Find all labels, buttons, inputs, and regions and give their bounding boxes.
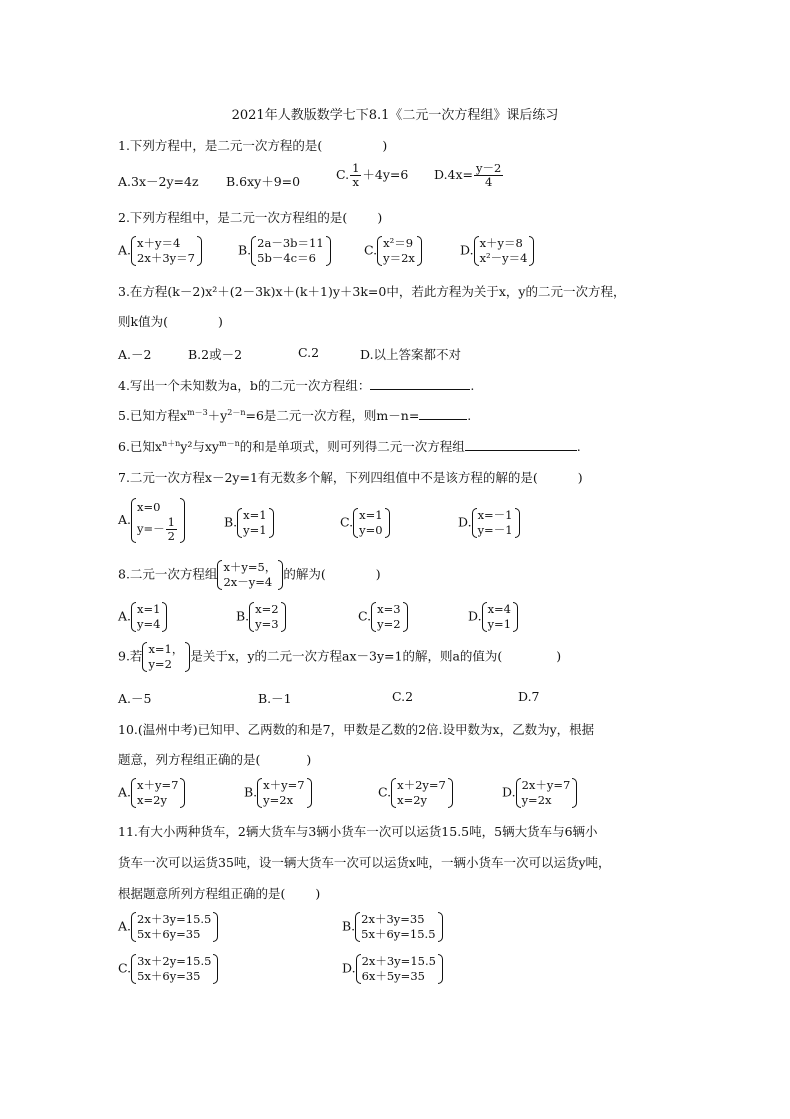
q3-option-a: A.－2 (118, 347, 152, 362)
right-brace (385, 508, 390, 538)
q9-stem-text: 是关于x，y的二元一次方程ax－3y=1的解，则a的值为( (190, 648, 503, 664)
option-label: B. (342, 918, 356, 934)
equation-system (131, 236, 202, 266)
q7-option-b (224, 508, 274, 538)
q8-option-a (118, 602, 167, 632)
option-label: C. (364, 242, 378, 258)
q1-option-c (336, 162, 408, 189)
equation: x＋y＝8 (479, 236, 523, 250)
option-label: D. (458, 514, 472, 530)
q9-option-b: B.－1 (258, 691, 292, 706)
q7-option-c (340, 508, 390, 538)
right-brace (438, 954, 443, 984)
equation: y=－1 (477, 523, 513, 537)
option-label: A. (118, 512, 132, 527)
q1-option-b: B.6xy＋9=0 (226, 174, 301, 189)
equation: y＝2x (383, 251, 415, 265)
right-brace (403, 602, 408, 632)
equation-system (377, 236, 422, 266)
left-brace (355, 912, 360, 942)
q9-option-a: A.－5 (118, 691, 152, 706)
q10-line-1: 10.(温州中考)已知甲、乙两数的和是7，甲数是乙数的2倍.设甲数为x，乙数为y，根据 (118, 722, 595, 737)
equation: x＋2y=7 (397, 778, 446, 792)
q8-stem-text: 8.二元一次方程组 (118, 566, 218, 582)
q1-stem (118, 136, 387, 154)
q3-line-2-text: 则k值为( (118, 314, 168, 329)
equation: x=2y (397, 793, 428, 807)
option-label: B. (224, 514, 238, 530)
fill-blank[interactable] (419, 407, 467, 420)
right-brace (572, 778, 577, 808)
equation-system (516, 778, 578, 808)
q4-stem (118, 376, 474, 394)
equation: x=1 (137, 602, 161, 616)
worksheet-title: 2021年人教版数学七下8.1《二元一次方程组》课后练习 (231, 108, 559, 123)
q1-option-c-rest: ＋4y=6 (362, 167, 409, 182)
equation: 5x＋6y=35 (137, 927, 201, 941)
equation-system (131, 954, 218, 984)
equation-system (251, 236, 330, 266)
option-label: D. (468, 608, 482, 624)
right-brace (269, 508, 274, 538)
left-brace (516, 778, 521, 808)
option-label: C. (118, 960, 132, 976)
equation: y=2x (521, 793, 552, 807)
option-label: C. (358, 608, 372, 624)
q3-option-b: B.2或－2 (188, 347, 243, 362)
paren-close: ) (315, 886, 321, 901)
q1-option-d (434, 162, 504, 189)
left-brace (217, 560, 222, 590)
q6-text: 6.已知x (118, 439, 162, 454)
equation: 5x＋6y=15.5 (361, 927, 436, 941)
q3-option-c: C.2 (298, 345, 320, 360)
equation: 2a－3b＝11 (257, 236, 324, 250)
q3-option-d: D.以上答案都不对 (360, 347, 462, 362)
equation: 2x－y=4 (223, 575, 273, 589)
equation: 5b－4c＝6 (257, 251, 316, 265)
q2-option-d (460, 236, 534, 266)
fraction (166, 516, 177, 543)
q8-stem-text: 的解为( (283, 566, 326, 582)
right-brace (213, 954, 218, 984)
q5-stem (118, 406, 471, 424)
q1-stem-text: 1.下列方程中，是二元一次方程的是( (118, 138, 323, 153)
left-brace (251, 236, 256, 266)
period: . (576, 439, 581, 454)
q3-line-1: 3.在方程(k－2)x²＋(2－3k)x＋(k＋1)y＋3k=0中，若此方程为关于x，y的二元一次方程， (118, 284, 626, 299)
equation: x＋y=7 (137, 778, 179, 792)
option-label: B. (244, 784, 258, 800)
right-brace (180, 498, 185, 543)
equation-system (142, 642, 190, 672)
option-label: D. (460, 242, 474, 258)
left-brace (237, 508, 242, 538)
option-label: C. (378, 784, 392, 800)
right-brace (213, 912, 218, 942)
equation: x=4 (487, 602, 512, 616)
q9-stem-text: 9.若 (118, 648, 143, 664)
right-brace (281, 602, 286, 632)
fraction-numerator: 1 (167, 515, 175, 529)
left-brace (131, 778, 136, 808)
equation: x²－y＝4 (479, 251, 528, 265)
q5-text: =6是二元一次方程，则m－n= (245, 408, 420, 423)
equation: x＋y=7 (263, 778, 305, 792)
fill-blank[interactable] (465, 438, 577, 451)
fraction-numerator: y－2 (476, 161, 502, 175)
q10-line-2 (118, 750, 311, 768)
equation-system (371, 602, 407, 632)
equation: x＋y＝4 (137, 236, 181, 250)
equation: 2x＋3y＝7 (137, 251, 195, 265)
equation-system (391, 778, 453, 808)
q11-option-b (342, 912, 443, 942)
q11-line-1: 11.有大小两种货车，2辆大货车与3辆小货车一次可以运货15.5吨，5辆大货车与6辆小 (118, 824, 598, 839)
left-brace (131, 498, 136, 543)
paren-close: ) (577, 470, 583, 485)
right-brace (326, 236, 331, 266)
right-brace (307, 778, 312, 808)
paren-close: ) (375, 566, 381, 582)
equation: x=1， (148, 642, 184, 656)
equation: x=2 (255, 602, 279, 616)
right-brace (162, 602, 167, 632)
q1-option-a: A.3x－2y=4z (118, 174, 199, 189)
q11-line-3-text: 根据题意所列方程组正确的是( (118, 886, 286, 901)
equation: x=0 (137, 500, 161, 514)
q7-option-d (458, 508, 520, 538)
paren-close: ) (377, 210, 383, 225)
option-label: B. (236, 608, 250, 624)
equation: y=3 (255, 617, 279, 631)
q6-text: 的和是单项式，则可列得二元一次方程组 (239, 439, 465, 454)
q7-stem-text: 7.二元一次方程x－2y=1有无数多个解，下列四组值中不是该方程的解的是( (118, 470, 538, 485)
right-brace (417, 236, 422, 266)
q8-option-c (358, 602, 408, 632)
fill-blank[interactable] (370, 377, 470, 390)
equation-system (131, 602, 167, 632)
q8-option-b (236, 602, 286, 632)
q10-option-c (378, 778, 453, 808)
q8-option-d (468, 602, 518, 632)
equation: 6x＋5y=35 (361, 969, 425, 983)
equation-system (356, 954, 443, 984)
period: . (467, 408, 472, 423)
option-label: A. (118, 608, 132, 624)
equation-system (249, 602, 285, 632)
q8-stem (118, 560, 381, 590)
equation: y=1 (487, 617, 512, 631)
equation: y=1 (243, 523, 267, 537)
q11-option-c (118, 954, 218, 984)
equation (137, 516, 178, 543)
equation: 2x＋3y=35 (361, 912, 425, 926)
left-brace (257, 778, 262, 808)
equation: x=1 (243, 508, 267, 522)
fraction-numerator: 1 (352, 161, 360, 175)
q11-line-3 (118, 884, 320, 902)
right-brace (513, 602, 518, 632)
equation-lhs: y=－ (137, 521, 165, 536)
right-brace (180, 778, 185, 808)
fraction-denominator: 4 (485, 175, 493, 189)
option-label: A. (118, 918, 132, 934)
exponent: m－n (218, 438, 240, 448)
q9-option-c: C.2 (392, 689, 414, 704)
right-brace (438, 912, 443, 942)
option-label: D. (342, 960, 356, 976)
equation: 2x＋3y=15.5 (137, 912, 212, 926)
left-brace (142, 642, 147, 672)
fraction (474, 162, 503, 189)
paren-close: ) (382, 138, 388, 153)
fraction-denominator: x (352, 175, 359, 189)
equation: x＋y=5， (223, 560, 277, 574)
paren-close: ) (217, 314, 223, 329)
left-brace (353, 508, 358, 538)
equation-system (482, 602, 518, 632)
equation: x=1 (359, 508, 383, 522)
left-brace (131, 954, 136, 984)
q9-option-d: D.7 (518, 689, 540, 704)
left-brace (249, 602, 254, 632)
q9-stem (118, 642, 561, 672)
q4-text: 4.写出一个未知数为a，b的二元一次方程组： (118, 378, 371, 393)
right-brace (197, 236, 202, 266)
q3-line-2 (118, 312, 223, 330)
equation: 5x＋6y=35 (137, 969, 201, 983)
q5-text: ＋y (207, 408, 228, 423)
q10-option-b (244, 778, 312, 808)
left-brace (356, 954, 361, 984)
left-brace (474, 236, 479, 266)
q1-option-d-label: D.4x= (434, 167, 474, 182)
equation: 3x＋2y=15.5 (137, 954, 212, 968)
q2-stem-text: 2.下列方程组中，是二元一次方程组的是( (118, 210, 348, 225)
q5-text: 5.已知方程x (118, 408, 187, 423)
right-brace (515, 508, 520, 538)
option-label: C. (340, 514, 354, 530)
period: . (470, 378, 475, 393)
equation-system (472, 508, 520, 538)
left-brace (377, 236, 382, 266)
equation-system (355, 912, 442, 942)
equation: x=2y (137, 793, 167, 807)
equation-system (257, 778, 311, 808)
q2-stem (118, 208, 382, 226)
left-brace (472, 508, 477, 538)
q7-option-a (118, 498, 185, 543)
equation-system (353, 508, 389, 538)
q10-option-d (502, 778, 577, 808)
q11-option-a (118, 912, 218, 942)
equation: x²＝9 (383, 236, 414, 250)
exponent: m－3 (186, 407, 208, 417)
q11-option-d (342, 954, 443, 984)
left-brace (391, 778, 396, 808)
equation: y=2x (263, 793, 294, 807)
left-brace (131, 236, 136, 266)
fraction-denominator: 2 (167, 529, 175, 543)
right-brace (529, 236, 534, 266)
option-label: A. (118, 784, 132, 800)
right-brace (448, 778, 453, 808)
q7-stem (118, 468, 583, 486)
paren-close: ) (556, 648, 562, 664)
equation: 2x＋3y=15.5 (361, 954, 436, 968)
q2-option-a (118, 236, 202, 266)
equation-system (474, 236, 535, 266)
equation-system (237, 508, 273, 538)
equation-system (131, 912, 218, 942)
fraction (350, 162, 361, 189)
left-brace (371, 602, 376, 632)
equation-system (131, 498, 185, 543)
option-label: D. (502, 784, 516, 800)
left-brace (131, 602, 136, 632)
option-label: B. (238, 242, 252, 258)
q1-option-c-label: C. (336, 167, 350, 182)
equation: y=4 (137, 617, 161, 631)
equation: y=0 (359, 523, 383, 537)
q6-text: y²与xy (180, 439, 219, 454)
option-label: A. (118, 242, 132, 258)
left-brace (131, 912, 136, 942)
exponent: 2－n (227, 407, 246, 417)
equation: y=2 (148, 657, 172, 671)
q11-line-2: 货车一次可以运货35吨，设一辆大货车一次可以运货x吨，一辆小货车一次可以运货y吨， (118, 855, 611, 870)
q6-stem (118, 437, 581, 455)
equation-system (217, 560, 283, 590)
q10-option-a (118, 778, 185, 808)
equation: y=2 (377, 617, 401, 631)
equation: x=－1 (477, 508, 513, 522)
left-brace (482, 602, 487, 632)
q2-option-c (364, 236, 422, 266)
paren-close: ) (306, 752, 312, 767)
exponent: n＋n (161, 438, 181, 448)
equation: 2x＋y=7 (521, 778, 571, 792)
q2-option-b (238, 236, 331, 266)
q10-line-2-text: 题意，列方程组正确的是( (118, 752, 261, 767)
equation-system (131, 778, 185, 808)
equation: x=3 (377, 602, 401, 616)
